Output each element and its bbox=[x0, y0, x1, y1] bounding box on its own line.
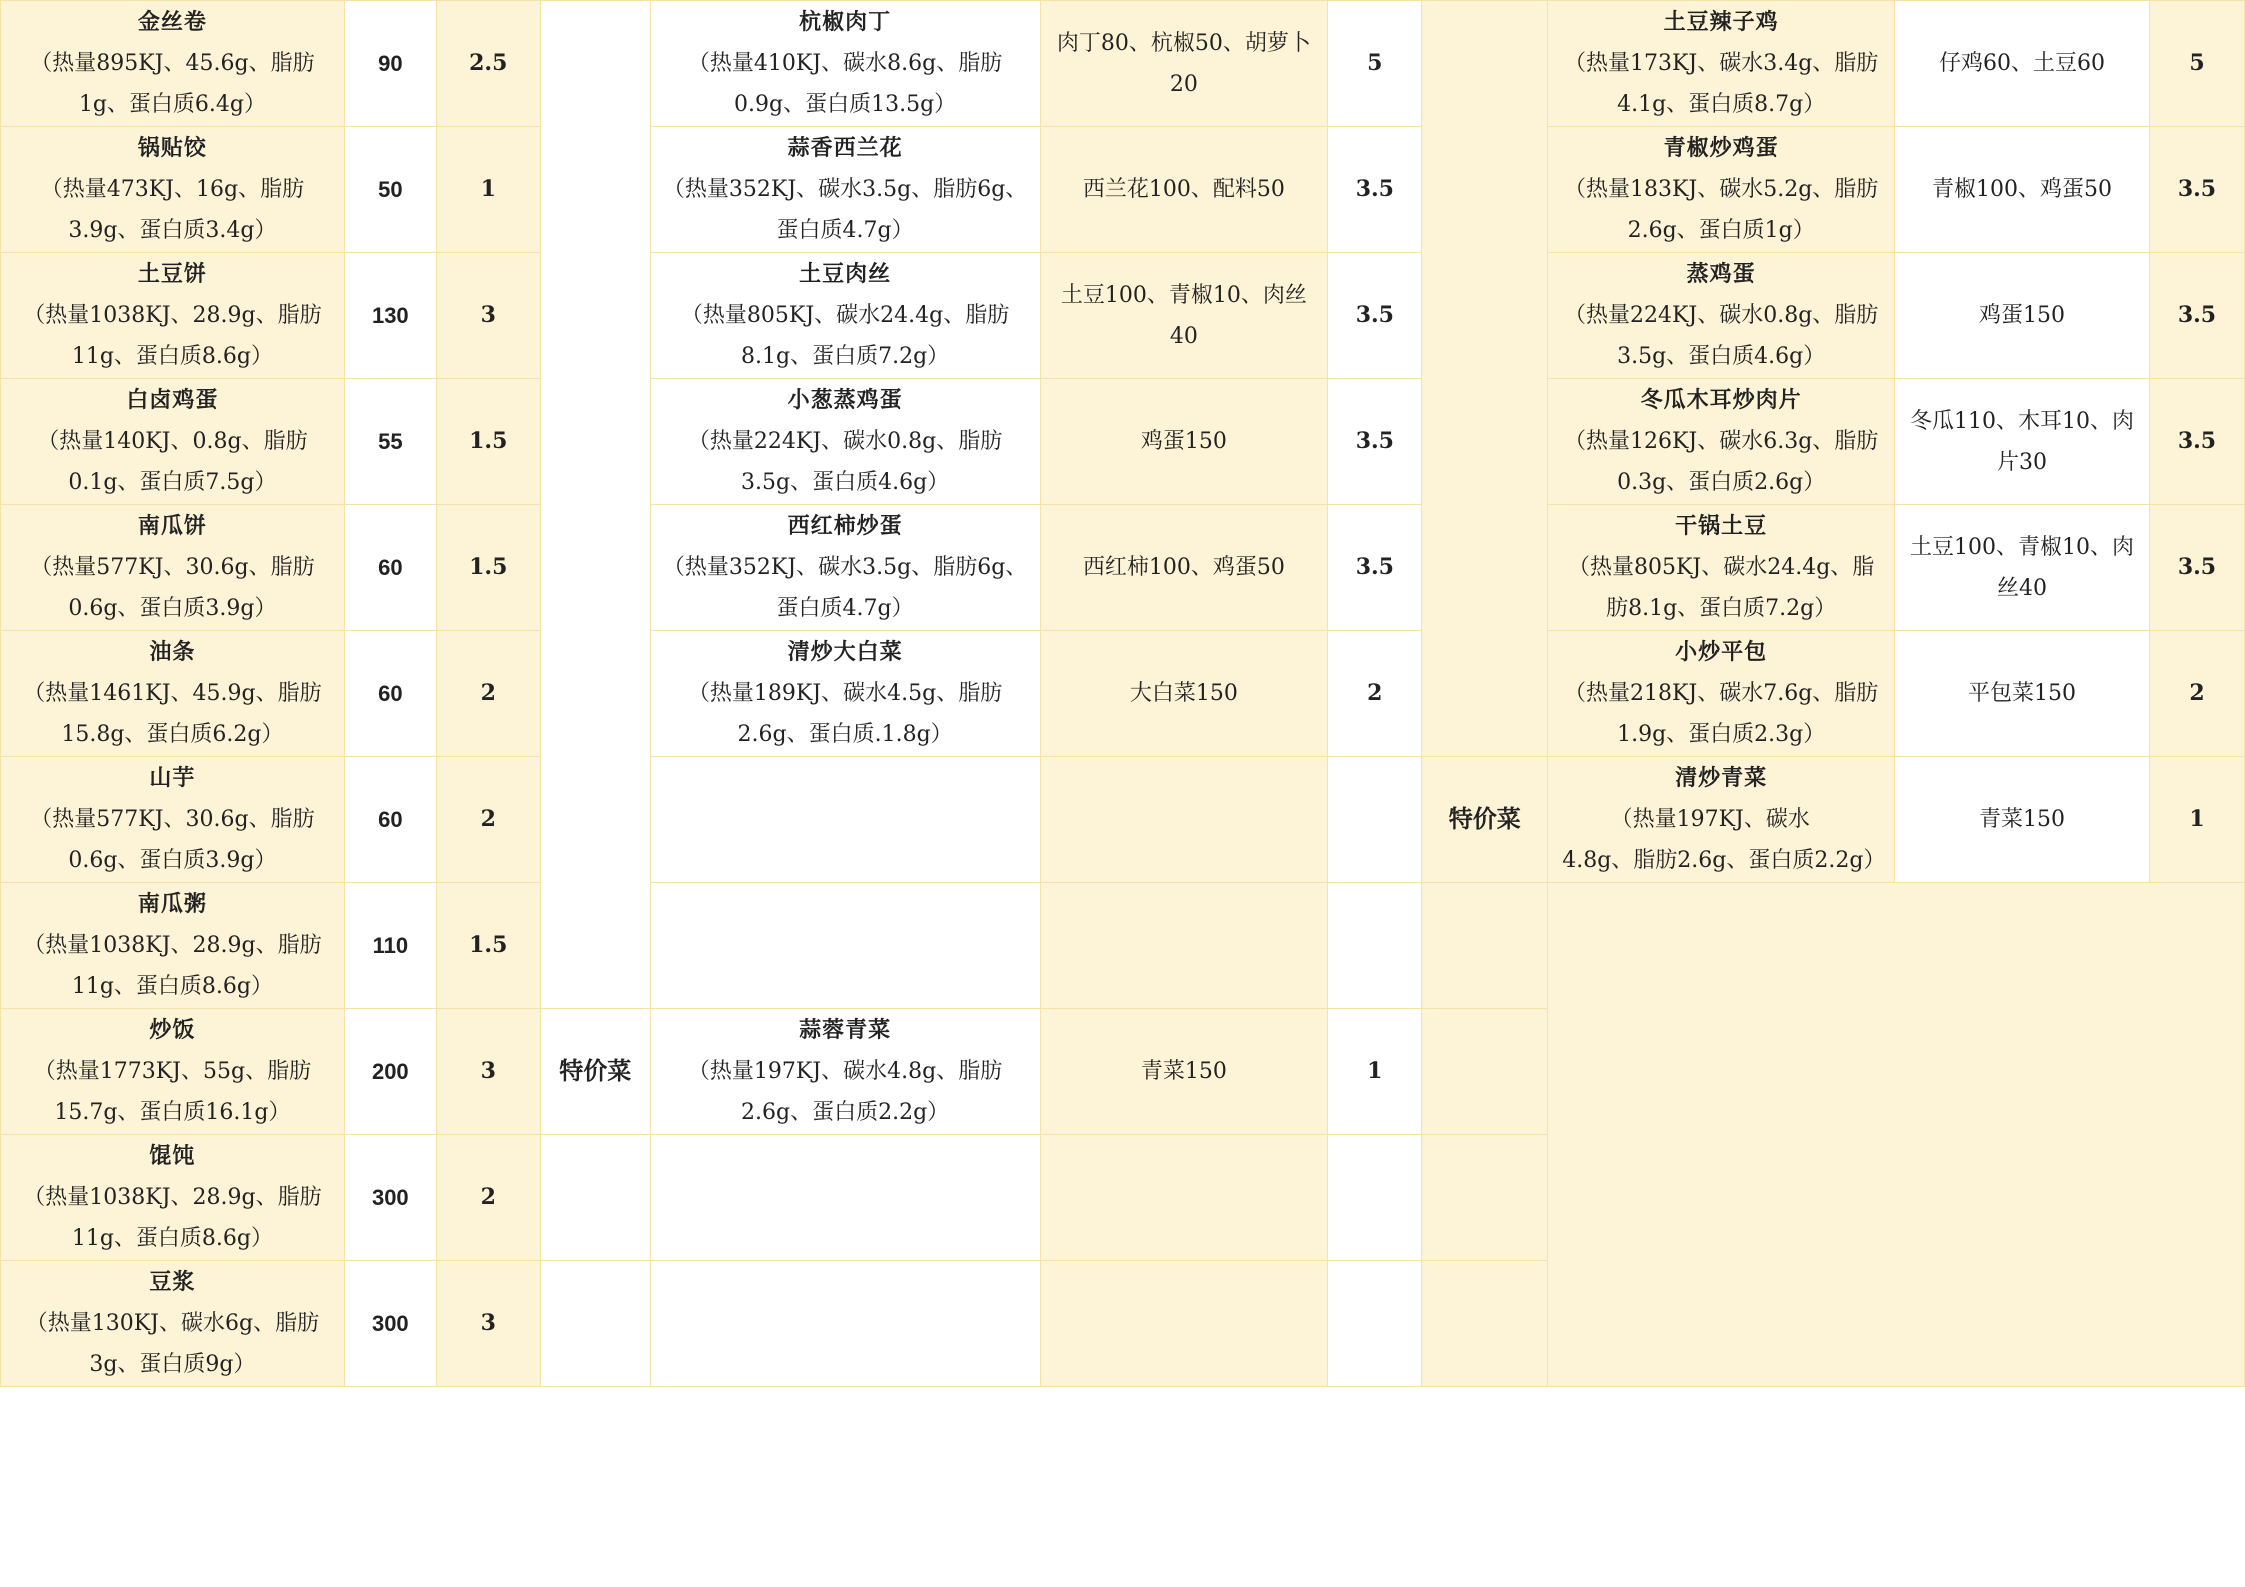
empty-cell bbox=[1548, 883, 2245, 1387]
dish-cell bbox=[1, 883, 345, 1009]
empty-cell bbox=[1328, 757, 1422, 883]
dish-ingredients: 土豆100、青椒10、肉丝40 bbox=[1060, 282, 1307, 349]
dish-nutrition: （热量130KJ、碳水6g、脂肪3g、蛋白质9g） bbox=[25, 1311, 320, 1377]
dish-nutrition: （热量805KJ、碳水24.4g、脂肪8.1g、蛋白质7.2g） bbox=[680, 303, 1010, 369]
special-label: 特价菜 bbox=[1448, 804, 1521, 833]
dish-nutrition: （热量197KJ、碳水4.8g、脂肪2.6g、蛋白质2.2g） bbox=[1562, 807, 1886, 873]
dish-nutrition: （热量473KJ、16g、脂肪3.9g、蛋白质3.4g） bbox=[40, 177, 305, 243]
dish-weight: 50 bbox=[378, 176, 403, 202]
dish-ingredients: 西兰花100、配料50 bbox=[1082, 177, 1285, 202]
dish-price: 1.5 bbox=[469, 428, 508, 454]
dish-price: 1 bbox=[1367, 1058, 1383, 1084]
dish-weight: 90 bbox=[378, 50, 403, 76]
dish-name: 杭椒肉丁 bbox=[799, 9, 892, 35]
dish-name: 金丝卷 bbox=[137, 9, 207, 35]
dish-nutrition: （热量126KJ、碳水6.3g、脂肪0.3g、蛋白质2.6g） bbox=[1563, 429, 1879, 495]
dish-name: 炒饭 bbox=[149, 1017, 196, 1043]
dish-name: 南瓜粥 bbox=[137, 891, 207, 917]
dish-cell bbox=[650, 631, 1040, 757]
dish-ingredients: 青菜150 bbox=[1140, 1059, 1227, 1084]
dish-nutrition: （热量189KJ、碳水4.5g、脂肪2.6g、蛋白质.1.8g） bbox=[687, 681, 1003, 747]
dish-weight-cell bbox=[344, 1009, 436, 1135]
dish-nutrition: （热量224KJ、碳水0.8g、脂肪3.5g、蛋白质4.6g） bbox=[1563, 303, 1879, 369]
table-row bbox=[1, 1, 2245, 127]
dish-name: 清炒大白菜 bbox=[787, 639, 903, 665]
dish-ingredients: 冬瓜110、木耳10、肉片30 bbox=[1910, 408, 2135, 475]
dish-weight: 60 bbox=[378, 680, 403, 706]
empty-cell bbox=[650, 883, 1040, 1009]
dish-cell bbox=[1, 757, 345, 883]
dish-weight: 200 bbox=[371, 1058, 409, 1084]
dish-price-cell bbox=[436, 127, 540, 253]
dish-price-cell bbox=[1328, 379, 1422, 505]
dish-price: 3 bbox=[480, 302, 496, 328]
dish-cell bbox=[1, 505, 345, 631]
dish-price: 1 bbox=[480, 176, 496, 202]
dish-cell bbox=[1548, 1, 1895, 127]
dish-nutrition: （热量577KJ、30.6g、脂肪0.6g、蛋白质3.9g） bbox=[30, 807, 315, 873]
dish-weight: 110 bbox=[372, 932, 409, 958]
dish-price: 3.5 bbox=[1355, 176, 1394, 202]
dish-cell bbox=[1, 1, 345, 127]
dish-nutrition: （热量1461KJ、45.9g、脂肪15.8g、蛋白质6.2g） bbox=[23, 681, 322, 747]
dish-nutrition: （热量410KJ、碳水8.6g、脂肪0.9g、蛋白质13.5g） bbox=[687, 51, 1003, 117]
empty-cell bbox=[1422, 1261, 1548, 1387]
dish-ingredients-cell bbox=[1895, 505, 2150, 631]
dish-cell bbox=[1548, 757, 1895, 883]
dish-name: 白卤鸡蛋 bbox=[126, 387, 219, 413]
dish-nutrition: （热量895KJ、45.6g、脂肪1g、蛋白质6.4g） bbox=[30, 51, 315, 117]
dish-price-cell bbox=[2149, 127, 2244, 253]
dish-weight: 60 bbox=[378, 806, 403, 832]
dish-price: 5 bbox=[1367, 50, 1383, 76]
dish-price: 3.5 bbox=[1355, 302, 1394, 328]
dish-weight: 130 bbox=[371, 302, 409, 328]
dish-name: 豆浆 bbox=[149, 1269, 196, 1295]
dish-price: 3.5 bbox=[2177, 176, 2217, 202]
dish-cell bbox=[650, 1, 1040, 127]
empty-cell bbox=[1328, 883, 1422, 1009]
dish-cell bbox=[1, 1135, 345, 1261]
dish-ingredients-cell bbox=[1895, 379, 2150, 505]
dish-ingredients: 平包菜150 bbox=[1968, 681, 2077, 706]
special-label-cell bbox=[1422, 757, 1548, 883]
dish-nutrition: （热量805KJ、碳水24.4g、脂肪8.1g、蛋白质7.2g） bbox=[1567, 555, 1875, 621]
empty-cell bbox=[1422, 1, 1548, 757]
dish-ingredients: 青菜150 bbox=[1979, 807, 2066, 832]
dish-price-cell bbox=[436, 1135, 540, 1261]
dish-cell bbox=[1, 127, 345, 253]
dish-cell bbox=[650, 127, 1040, 253]
dish-price: 3.5 bbox=[1355, 428, 1394, 454]
dish-ingredients: 土豆100、青椒10、肉丝40 bbox=[1910, 534, 2135, 601]
dish-nutrition: （热量577KJ、30.6g、脂肪0.6g、蛋白质3.9g） bbox=[30, 555, 315, 621]
dish-nutrition: （热量352KJ、碳水3.5g、脂肪6g、蛋白质4.7g） bbox=[662, 555, 1028, 621]
dish-price: 3 bbox=[480, 1310, 496, 1336]
dish-price-cell bbox=[1328, 1009, 1422, 1135]
dish-price: 3.5 bbox=[2177, 302, 2217, 328]
dish-name: 青椒炒鸡蛋 bbox=[1663, 135, 1779, 161]
dish-cell bbox=[1, 379, 345, 505]
dish-nutrition: （热量1038KJ、28.9g、脂肪11g、蛋白质8.6g） bbox=[23, 1185, 322, 1251]
empty-cell bbox=[1422, 883, 1548, 1009]
empty-cell bbox=[650, 1261, 1040, 1387]
dish-price-cell bbox=[436, 883, 540, 1009]
dish-ingredients: 仔鸡60、土豆60 bbox=[1939, 51, 2106, 76]
table-row bbox=[1, 505, 2245, 631]
dish-nutrition: （热量183KJ、碳水5.2g、脂肪2.6g、蛋白质1g） bbox=[1563, 177, 1879, 243]
dish-price: 5 bbox=[2189, 50, 2205, 76]
dish-price-cell bbox=[436, 253, 540, 379]
dish-name: 小炒平包 bbox=[1675, 639, 1768, 665]
dish-weight-cell bbox=[344, 1261, 436, 1387]
dish-nutrition: （热量1038KJ、28.9g、脂肪11g、蛋白质8.6g） bbox=[23, 303, 322, 369]
dish-name: 清炒青菜 bbox=[1675, 765, 1768, 791]
dish-ingredients-cell bbox=[1040, 127, 1328, 253]
dish-weight-cell bbox=[344, 379, 436, 505]
dish-nutrition: （热量352KJ、碳水3.5g、脂肪6g、蛋白质4.7g） bbox=[662, 177, 1028, 243]
dish-weight: 300 bbox=[371, 1310, 409, 1336]
dish-price: 2 bbox=[480, 806, 496, 832]
dish-weight-cell bbox=[344, 1, 436, 127]
empty-cell bbox=[1040, 1261, 1328, 1387]
dish-ingredients-cell bbox=[1040, 631, 1328, 757]
table-row bbox=[1, 253, 2245, 379]
dish-price-cell bbox=[436, 1009, 540, 1135]
dish-price-cell bbox=[2149, 631, 2244, 757]
dish-nutrition: （热量140KJ、0.8g、脂肪0.1g、蛋白质7.5g） bbox=[37, 429, 308, 495]
dish-name: 干锅土豆 bbox=[1675, 513, 1768, 539]
dish-ingredients-cell bbox=[1040, 1009, 1328, 1135]
dish-name: 冬瓜木耳炒肉片 bbox=[1640, 387, 1802, 413]
dish-price-cell bbox=[1328, 1, 1422, 127]
dish-price-cell bbox=[2149, 379, 2244, 505]
dish-price: 3.5 bbox=[2177, 554, 2217, 580]
empty-cell bbox=[1040, 883, 1328, 1009]
dish-cell bbox=[1, 1261, 345, 1387]
dish-cell bbox=[1548, 631, 1895, 757]
dish-name: 土豆辣子鸡 bbox=[1663, 9, 1779, 35]
dish-price-cell bbox=[1328, 631, 1422, 757]
dish-ingredients: 大白菜150 bbox=[1129, 681, 1238, 706]
dish-nutrition: （热量1038KJ、28.9g、脂肪11g、蛋白质8.6g） bbox=[23, 933, 322, 999]
dish-weight-cell bbox=[344, 1135, 436, 1261]
dish-price-cell bbox=[1328, 505, 1422, 631]
dish-price-cell bbox=[2149, 757, 2244, 883]
dish-cell bbox=[1, 1009, 345, 1135]
table-row bbox=[1, 757, 2245, 883]
dish-nutrition: （热量1773KJ、55g、脂肪15.7g、蛋白质16.1g） bbox=[33, 1059, 312, 1125]
dish-price: 2 bbox=[2189, 680, 2205, 706]
dish-price: 2.5 bbox=[469, 50, 508, 76]
dish-ingredients-cell bbox=[1040, 253, 1328, 379]
dish-price-cell bbox=[2149, 505, 2244, 631]
dish-weight: 55 bbox=[378, 428, 403, 454]
dish-nutrition: （热量218KJ、碳水7.6g、脂肪1.9g、蛋白质2.3g） bbox=[1563, 681, 1879, 747]
dish-price: 3.5 bbox=[2177, 428, 2217, 454]
dish-ingredients-cell bbox=[1040, 505, 1328, 631]
dish-ingredients: 西红柿100、鸡蛋50 bbox=[1082, 555, 1285, 580]
dish-nutrition: （热量173KJ、碳水3.4g、脂肪4.1g、蛋白质8.7g） bbox=[1563, 51, 1879, 117]
dish-name: 小葱蒸鸡蛋 bbox=[787, 387, 903, 413]
dish-cell bbox=[1548, 253, 1895, 379]
dish-weight-cell bbox=[344, 253, 436, 379]
empty-cell bbox=[540, 1261, 650, 1387]
dish-weight-cell bbox=[344, 127, 436, 253]
dish-price-cell bbox=[436, 1261, 540, 1387]
dish-price: 1 bbox=[2189, 806, 2205, 832]
dish-ingredients: 青椒100、鸡蛋50 bbox=[1932, 177, 2113, 202]
dish-price: 1.5 bbox=[469, 554, 508, 580]
dish-ingredients-cell bbox=[1895, 253, 2150, 379]
dish-cell bbox=[1548, 379, 1895, 505]
empty-cell bbox=[650, 1135, 1040, 1261]
dish-ingredients-cell bbox=[1895, 757, 2150, 883]
empty-cell bbox=[540, 1135, 650, 1261]
dish-name: 馄饨 bbox=[149, 1143, 196, 1169]
dish-ingredients-cell bbox=[1895, 631, 2150, 757]
empty-cell bbox=[1040, 757, 1328, 883]
dish-name: 西红柿炒蛋 bbox=[787, 513, 903, 539]
dish-price-cell bbox=[436, 757, 540, 883]
dish-price-cell bbox=[436, 1, 540, 127]
dish-name: 山芋 bbox=[149, 765, 196, 791]
empty-cell bbox=[650, 757, 1040, 883]
dish-weight-cell bbox=[344, 883, 436, 1009]
dish-name: 蒜蓉青菜 bbox=[799, 1017, 892, 1043]
dish-cell bbox=[650, 505, 1040, 631]
dish-weight-cell bbox=[344, 505, 436, 631]
dish-weight: 300 bbox=[371, 1184, 409, 1210]
dish-ingredients: 鸡蛋150 bbox=[1979, 303, 2066, 328]
empty-cell bbox=[1328, 1135, 1422, 1261]
dish-price-cell bbox=[2149, 253, 2244, 379]
empty-cell bbox=[1040, 1135, 1328, 1261]
dish-price: 3.5 bbox=[1355, 554, 1394, 580]
dish-price-cell bbox=[1328, 253, 1422, 379]
dish-cell bbox=[1, 631, 345, 757]
dish-weight: 60 bbox=[378, 554, 403, 580]
table-row bbox=[1, 379, 2245, 505]
dish-price: 3 bbox=[480, 1058, 496, 1084]
dish-nutrition: （热量224KJ、碳水0.8g、脂肪3.5g、蛋白质4.6g） bbox=[687, 429, 1003, 495]
dish-ingredients-cell bbox=[1895, 1, 2150, 127]
dish-ingredients-cell bbox=[1040, 379, 1328, 505]
special-label: 特价菜 bbox=[559, 1056, 632, 1085]
dish-price: 2 bbox=[1367, 680, 1383, 706]
dish-ingredients-cell bbox=[1040, 1, 1328, 127]
dish-name: 锅贴饺 bbox=[137, 135, 207, 161]
dish-price-cell bbox=[436, 505, 540, 631]
dish-ingredients: 鸡蛋150 bbox=[1140, 429, 1227, 454]
dish-ingredients-cell bbox=[1895, 127, 2150, 253]
dish-price-cell bbox=[2149, 1, 2244, 127]
dish-cell bbox=[650, 1009, 1040, 1135]
dish-name: 蒸鸡蛋 bbox=[1686, 261, 1756, 287]
table-row bbox=[1, 883, 2245, 1009]
dish-price: 1.5 bbox=[469, 932, 508, 958]
empty-cell bbox=[1328, 1261, 1422, 1387]
special-label-cell bbox=[540, 1009, 650, 1135]
dish-price: 2 bbox=[480, 680, 496, 706]
empty-cell bbox=[540, 1, 650, 1009]
dish-price: 2 bbox=[480, 1184, 496, 1210]
dish-price-cell bbox=[436, 379, 540, 505]
empty-cell bbox=[1422, 1009, 1548, 1135]
dish-name: 蒜香西兰花 bbox=[787, 135, 903, 161]
dish-name: 土豆肉丝 bbox=[799, 261, 892, 287]
dish-name: 南瓜饼 bbox=[137, 513, 207, 539]
dish-cell bbox=[1548, 505, 1895, 631]
dish-price-cell bbox=[1328, 127, 1422, 253]
table-row bbox=[1, 127, 2245, 253]
dish-cell bbox=[1548, 127, 1895, 253]
empty-cell bbox=[1422, 1135, 1548, 1261]
dish-cell bbox=[1, 253, 345, 379]
dish-ingredients: 肉丁80、杭椒50、胡萝卜20 bbox=[1056, 30, 1311, 97]
dish-weight-cell bbox=[344, 631, 436, 757]
dish-nutrition: （热量197KJ、碳水4.8g、脂肪2.6g、蛋白质2.2g） bbox=[687, 1059, 1003, 1125]
dish-name: 土豆饼 bbox=[137, 261, 207, 287]
table-row bbox=[1, 631, 2245, 757]
dish-price-cell bbox=[436, 631, 540, 757]
dish-cell bbox=[650, 253, 1040, 379]
dish-weight-cell bbox=[344, 757, 436, 883]
dish-cell bbox=[650, 379, 1040, 505]
dish-name: 油条 bbox=[149, 639, 196, 665]
